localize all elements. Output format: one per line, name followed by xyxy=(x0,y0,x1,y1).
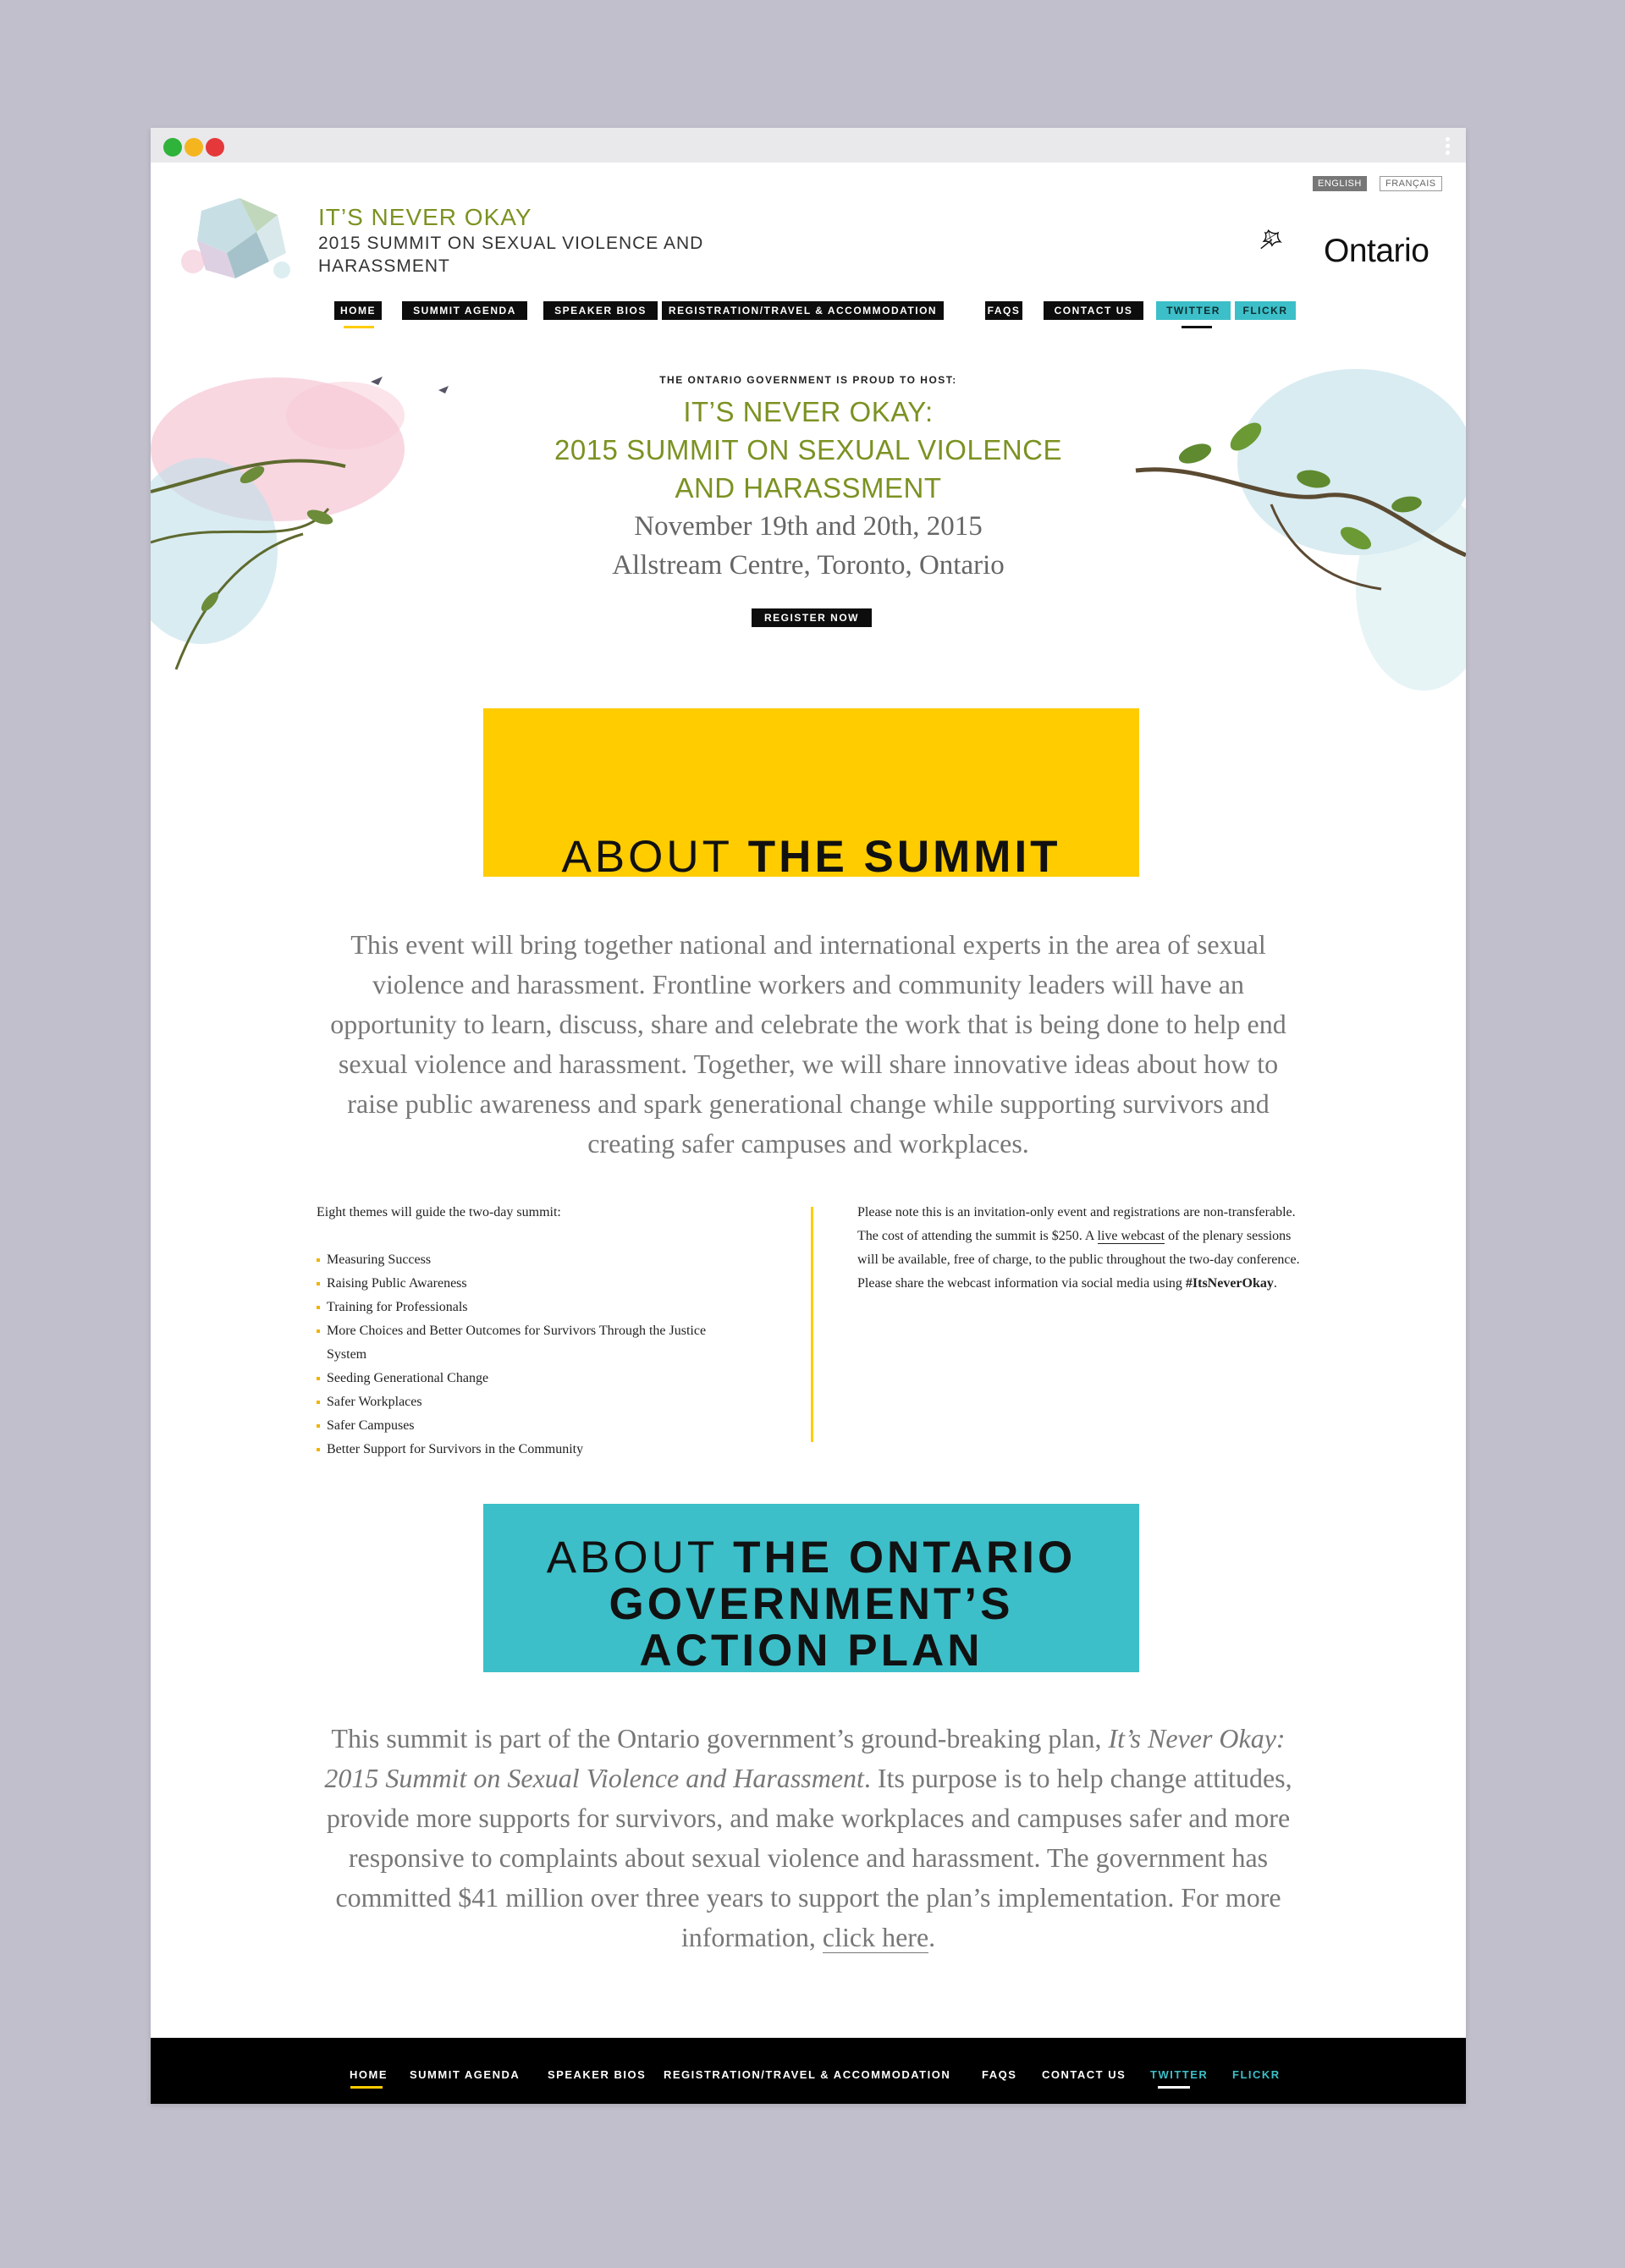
click-here-link[interactable]: click here xyxy=(822,1922,929,1952)
footer-nav xyxy=(151,2038,1466,2104)
nav-twitter[interactable]: TWITTER xyxy=(1156,301,1231,320)
site-title[interactable]: IT’S NEVER OKAY xyxy=(318,204,532,230)
about-plan-heading-bold-1: THE ONTARIO xyxy=(733,1533,1077,1583)
list-item: Measuring Success xyxy=(317,1248,723,1272)
close-button[interactable] xyxy=(206,138,224,157)
register-now-button[interactable]: REGISTER NOW xyxy=(752,608,872,627)
hero-date: November 19th and 20th, 2015 xyxy=(634,511,983,542)
themes-list xyxy=(317,1248,723,1462)
footer-nav-speaker-bios[interactable]: SPEAKER BIOS xyxy=(548,2068,647,2081)
footer-nav-registration[interactable]: REGISTRATION/TRAVEL & ACCOMMODATION xyxy=(664,2068,951,2081)
plan-text-1: This summit is part of the Ontario government’s ground-breaking plan, xyxy=(331,1723,1109,1753)
nav-active-indicator xyxy=(344,326,374,328)
hero-location: Allstream Centre, Toronto, Ontario xyxy=(612,550,1005,581)
crystal-logo-icon[interactable] xyxy=(176,194,301,287)
list-item: Safer Workplaces xyxy=(317,1390,723,1414)
site-subtitle: 2015 SUMMIT ON SEXUAL VIOLENCE AND HARASSMENT xyxy=(318,234,704,276)
footer-twitter-indicator xyxy=(1158,2086,1190,2089)
note-text-end: . xyxy=(1273,1276,1277,1291)
about-summit-banner xyxy=(483,708,1139,877)
window-chrome xyxy=(151,128,1466,162)
hero-title-line3: AND HARASSMENT xyxy=(675,472,942,504)
about-plan-heading-bold-2: GOVERNMENT’S xyxy=(609,1579,1014,1629)
column-divider xyxy=(811,1207,813,1442)
live-webcast-link[interactable]: live webcast xyxy=(1097,1229,1165,1243)
footer-nav-faqs[interactable]: FAQS xyxy=(982,2068,1017,2081)
maximize-button[interactable] xyxy=(163,138,182,157)
list-item: Better Support for Survivors in the Community xyxy=(317,1438,723,1462)
themes-column xyxy=(317,1201,723,1462)
hero-title xyxy=(151,393,1466,507)
about-summit-heading-light: ABOUT xyxy=(561,832,733,877)
nav-registration[interactable]: REGISTRATION/TRAVEL & ACCOMMODATION xyxy=(662,301,944,320)
plan-text-2: . Its purpose is to help change attitudes, provide more supports for survivors, and make workplaces and campuses safer and more responsive to complaints about sexual violence and harassment. The government has committed $41 million over three years to support the plan’s implementation. For more information, xyxy=(326,1763,1292,1952)
footer-active-indicator xyxy=(350,2086,383,2089)
footer-nav-flickr[interactable]: FLICKR xyxy=(1232,2068,1281,2081)
nav-flickr[interactable]: FLICKR xyxy=(1235,301,1296,320)
ontario-wordmark: Ontario xyxy=(1324,233,1429,269)
kebab-menu-icon[interactable] xyxy=(1446,137,1451,156)
about-summit-heading xyxy=(483,834,1139,877)
plan-text-italic: It’s Never Okay: 2015 Summit on Sexual Violence and Harassment xyxy=(324,1723,1286,1793)
language-french[interactable]: FRANÇAIS xyxy=(1380,176,1442,191)
footer-nav-home[interactable]: HOME xyxy=(350,2068,388,2081)
list-item: Training for Professionals xyxy=(317,1296,723,1319)
about-plan-heading xyxy=(483,1534,1139,1672)
about-summit-paragraph: This event will bring together national and international experts in the area of sexual violence and harassment. Frontline workers and community leaders will have an opportunity to learn, discuss, share and celebrate the work that is being done to help end sexual violence and harassment. Together, we will share innovative ideas about how to raise public awareness and spark generational change while supporting survivors and creating safer campuses and workplaces. xyxy=(330,929,1286,1159)
nav-home[interactable]: HOME xyxy=(334,301,382,320)
footer-nav-contact-us[interactable]: CONTACT US xyxy=(1042,2068,1126,2081)
browser-window xyxy=(151,128,1466,2104)
nav-speaker-bios[interactable]: SPEAKER BIOS xyxy=(543,301,658,320)
about-plan-paragraph xyxy=(313,1719,1303,1957)
list-item: Raising Public Awareness xyxy=(317,1272,723,1296)
hero-title-line1: IT’S NEVER OKAY: xyxy=(683,396,934,427)
nav-twitter-indicator xyxy=(1182,326,1212,328)
list-item: Safer Campuses xyxy=(317,1414,723,1438)
themes-intro: Eight themes will guide the two-day summit: xyxy=(317,1205,561,1219)
note-text-1: Please note this is an invitation-only event and registrations are non-transferable. The cost of attending the summit is $250. A xyxy=(857,1205,1296,1243)
list-item: More Choices and Better Outcomes for Survivors Through the Justice System xyxy=(317,1319,723,1367)
hero-kicker: THE ONTARIO GOVERNMENT IS PROUD TO HOST: xyxy=(659,374,957,386)
hashtag: #ItsNeverOkay xyxy=(1185,1276,1274,1291)
nav-summit-agenda[interactable]: SUMMIT AGENDA xyxy=(402,301,527,320)
note-text-2: of the plenary sessions will be available, free of charge, to the public throughout the two-day conference. Please share the webcast information via social media using xyxy=(857,1229,1300,1291)
about-plan-heading-light: ABOUT xyxy=(546,1533,718,1583)
footer-nav-summit-agenda[interactable]: SUMMIT AGENDA xyxy=(410,2068,521,2081)
nav-contact-us[interactable]: CONTACT US xyxy=(1044,301,1143,320)
language-english[interactable]: ENGLISH xyxy=(1313,176,1367,191)
about-summit-heading-bold: THE SUMMIT xyxy=(747,832,1061,877)
ontario-trillium-icon[interactable] xyxy=(1259,206,1327,273)
registration-note xyxy=(857,1201,1302,1296)
list-item: Seeding Generational Change xyxy=(317,1367,723,1390)
minimize-button[interactable] xyxy=(185,138,203,157)
hero-event-details xyxy=(151,507,1466,585)
plan-text-end: . xyxy=(928,1922,936,1952)
footer-nav-twitter[interactable]: TWITTER xyxy=(1150,2068,1209,2081)
about-plan-heading-bold-3: ACTION PLAN xyxy=(639,1626,983,1672)
about-plan-banner xyxy=(483,1504,1139,1672)
nav-faqs[interactable]: FAQS xyxy=(985,301,1022,320)
hero-title-line2: 2015 SUMMIT ON SEXUAL VIOLENCE xyxy=(554,434,1063,465)
